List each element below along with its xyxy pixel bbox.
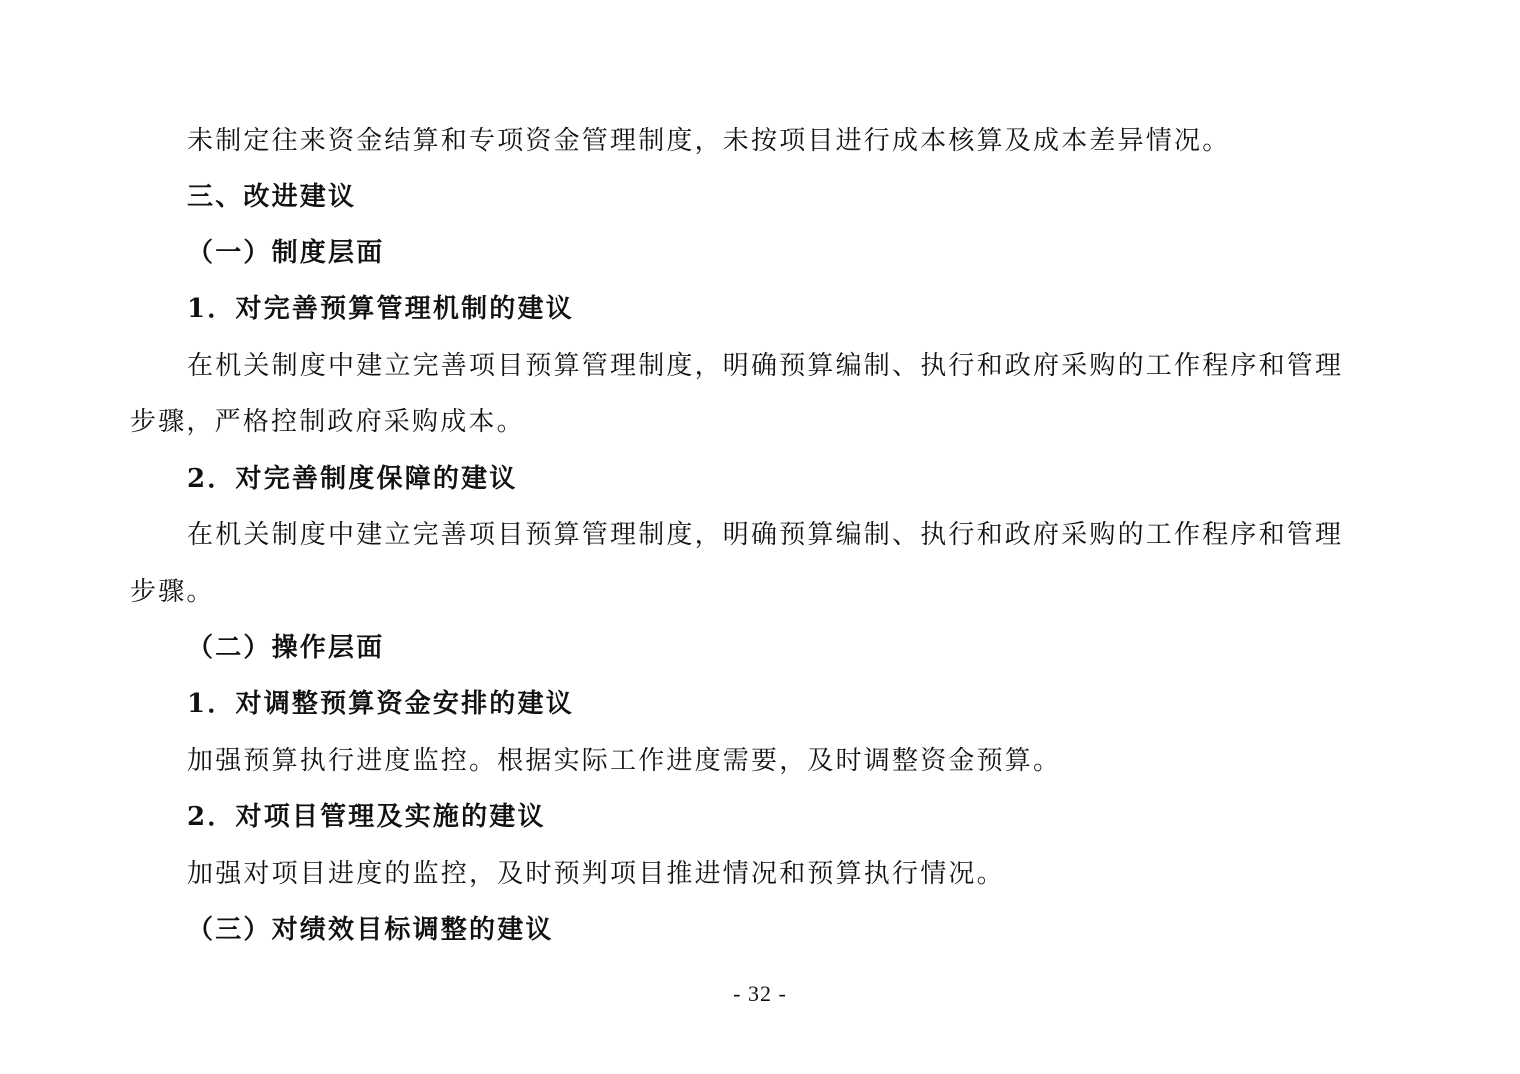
paragraph-text: 未制定往来资金结算和专项资金管理制度，未按项目进行成本核算及成本差异情况。 [187, 126, 1231, 156]
paragraph-text: 加强对项目进度的监控，及时预判项目推进情况和预算执行情况。 [187, 859, 1005, 889]
subsection-heading: （二）操作层面 [187, 633, 385, 663]
item-heading: 1．对完善预算管理机制的建议 [187, 294, 574, 324]
subsection-heading: （三）对绩效目标调整的建议 [187, 915, 554, 945]
paragraph-text: 步骤。 [130, 577, 215, 607]
subsection-heading: （一）制度层面 [187, 238, 385, 268]
item-heading: 2．对项目管理及实施的建议 [187, 802, 546, 832]
paragraph-text: 步骤，严格控制政府采购成本。 [130, 407, 525, 437]
paragraph-text: 在机关制度中建立完善项目预算管理制度，明确预算编制、执行和政府采购的工作程序和管理 [187, 351, 1344, 381]
paragraph-text: 加强预算执行进度监控。根据实际工作进度需要，及时调整资金预算。 [187, 746, 1062, 776]
item-heading: 2．对完善制度保障的建议 [187, 464, 518, 494]
page-number: - 32 - [733, 981, 787, 1006]
section-heading: 三、改进建议 [187, 182, 357, 212]
paragraph-text: 在机关制度中建立完善项目预算管理制度，明确预算编制、执行和政府采购的工作程序和管理 [187, 520, 1344, 550]
item-heading: 1．对调整预算资金安排的建议 [187, 689, 574, 719]
